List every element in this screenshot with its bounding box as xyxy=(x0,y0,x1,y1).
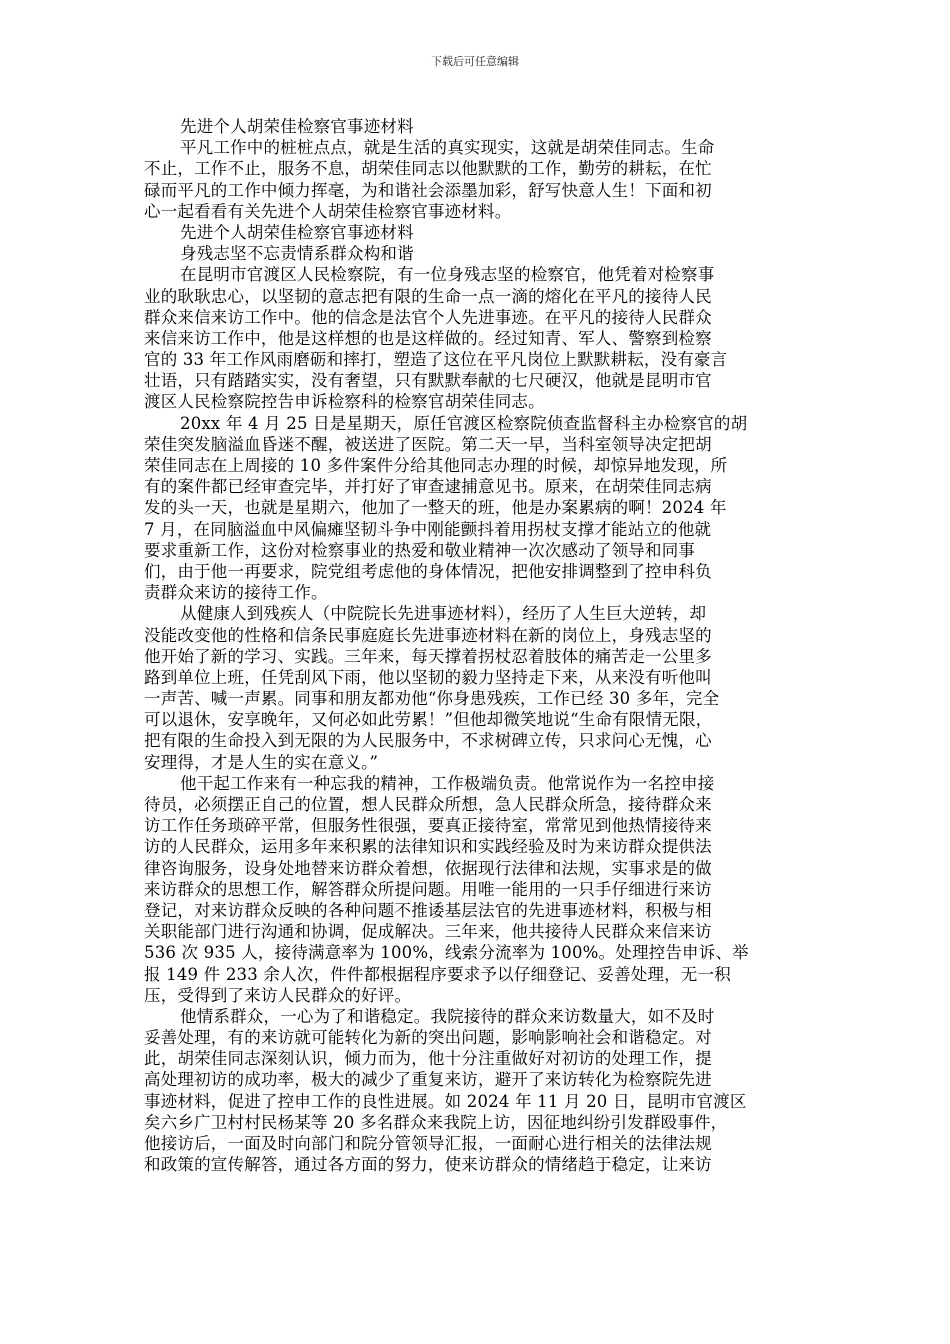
document-line: 荣佳同志在上周接的 10 多件案件分给其他同志办理的时候，却惊异地发现，所 xyxy=(144,456,728,475)
document-line: 心一起看看有关先进个人胡荣佳检察官事迹材料。 xyxy=(144,201,512,221)
document-line: 可以退休，安享晚年，又何必如此劳累！”但他却微笑地说“生命有限情无限， xyxy=(144,710,713,730)
document-line: 碌而平凡的工作中倾力挥毫，为和谐社会添墨加彩，舒写快意人生！下面和初 xyxy=(144,180,712,200)
document-line: 官的 33 年工作风雨磨砺和摔打，塑造了这位在平凡岗位上默默耕耘，没有豪言 xyxy=(144,350,728,370)
document-line: 登记，对来访群众反映的各种问题不推诿基层法官的先进事迹材料，积极与相 xyxy=(144,900,712,920)
document-line: 妥善处理，有的来访就可能转化为新的突出问题，影响影响社会和谐稳定。对 xyxy=(144,1028,712,1048)
document-line: 先进个人胡荣佳检察官事迹材料 xyxy=(180,117,414,136)
document-line: 矣六乡广卫村村民杨某等 20 多名群众来我院上访，因征地纠纷引发群殴事件， xyxy=(144,1112,728,1132)
document-line: 律咨询服务，设身处地替来访群众着想，依据现行法律和法规，实事求是的做 xyxy=(144,858,712,878)
document-line: 平凡工作中的桩桩点点，就是生活的真实现实，这就是胡荣佳同志。生命 xyxy=(180,138,715,158)
document-line: 把有限的生命投入到无限的为人民服务中，不求树碑立传，只求问心无愧，心 xyxy=(144,731,712,751)
document-line: 关职能部门进行沟通和协调，促成解决。三年来，他共接待人民群众来信来访 xyxy=(144,922,712,942)
document-line: 发的头一天，也就是星期六，他加了一整天的班，他是办案累病的啊！2024 年 xyxy=(144,498,727,518)
document-line: 访工作任务琐碎平常，但服务性很强，要真正接待室，常常见到他热情接待来 xyxy=(144,816,712,836)
document-line: 和政策的宣传解答，通过各方面的努力，使来访群众的情绪趋于稳定，让来访 xyxy=(144,1155,712,1175)
page-header: 下载后可任意编辑 xyxy=(431,55,519,68)
document-line: 报 149 件 233 余人次，件件都根据程序要求予以仔细登记、妥善处理，无一积 xyxy=(144,964,731,984)
document-line: 壮语，只有踏踏实实，没有奢望，只有默默奉献的七尺硬汉，他就是昆明市官 xyxy=(144,371,712,391)
document-line: 一声苦、喊一声累。同事和朋友都劝他“你身患残疾，工作已经 30 多年，完全 xyxy=(144,689,720,709)
document-line: 压，受得到了来访人民群众的好评。 xyxy=(144,985,412,1005)
document-line: 从健康人到残疾人（中院院长先进事迹材料），经历了人生巨大逆转，却 xyxy=(180,604,707,624)
document-line: 待员，必须摆正自己的位置，想人民群众所想，急人民群众所急，接待群众来 xyxy=(144,795,712,814)
document-line: 没能改变他的性格和信条民事庭庭长先进事迹材料在新的岗位上，身残志坚的 xyxy=(144,625,712,645)
document-line: 责群众来访的接待工作。 xyxy=(144,583,328,603)
document-line: 他干起工作来有一种忘我的精神，工作极端负责。他常说作为一名控申接 xyxy=(180,773,715,793)
document-line: 路到单位上班，任凭刮风下雨，他以坚韧的毅力坚持走下来，从来没有听他叫 xyxy=(144,667,712,687)
document-line: 荣佳突发脑溢血昏迷不醒，被送进了医院。第二天一早，当科室领导决定把胡 xyxy=(144,434,712,454)
document-line: 7 月，在同脑溢血中风偏瘫坚韧斗争中刚能颤抖着用拐杖支撑才能站立的他就 xyxy=(144,519,712,539)
document-line: 20xx 年 4 月 25 日是星期天，原任官渡区检察院侦查监督科主办检察官的胡 xyxy=(180,413,748,433)
document-line: 要求重新工作，这份对检察事业的热爱和敬业精神一次次感动了领导和同事 xyxy=(144,540,696,560)
document-line: 他接访后，一面及时向部门和院分管领导汇报，一面耐心进行相关的法律法规 xyxy=(144,1134,712,1153)
document-line: 们，由于他一再要求，院党组考虑他的身体情况，把他安排调整到了控申科负 xyxy=(144,561,712,581)
document-line: 有的案件都已经审查完毕，并打好了审查逮捕意见书。原来，在胡荣佳同志病 xyxy=(144,477,712,497)
document-line: 事迹材料，促进了控申工作的良性进展。如 2024 年 11 月 20 日，昆明市官渡区 xyxy=(144,1091,747,1111)
document-line: 来访群众的思想工作，解答群众所提问题。用唯一能用的一只手仔细进行来访 xyxy=(144,879,712,899)
document-line: 不止，工作不止，服务不息，胡荣佳同志以他默默的工作，勤劳的耕耘，在忙 xyxy=(144,159,712,179)
document-line: 此，胡荣佳同志深刻认识，倾力而为，他十分注重做好对初访的处理工作，提 xyxy=(144,1049,712,1069)
document-line: 高处理初访的成功率，极大的减少了重复来访，避开了来访转化为检察院先进 xyxy=(144,1070,712,1090)
document-line: 他开始了新的学习、实践。三年来，每天撑着拐杖忍着肢体的痛苦走一公里多 xyxy=(144,646,712,666)
document-line: 身残志坚不忘责情系群众构和谐 xyxy=(180,244,414,264)
document-line: 来信来访工作中，他是这样想的也是这样做的。经过知青、军人、警察到检察 xyxy=(144,328,712,348)
document-body xyxy=(144,116,804,1175)
document-line: 访的人民群众，运用多年来积累的法律知识和实践经验及时为来访群众提供法 xyxy=(144,837,712,857)
document-line: 在昆明市官渡区人民检察院，有一位身残志坚的检察官，他凭着对检察事 xyxy=(180,265,715,285)
document-line: 536 次 935 人，接待满意率为 100%，线索分流率为 100%。处理控告申诉、举 xyxy=(144,943,749,963)
document-line: 群众来信来访工作中。他的信念是法官个人先进事迹。在平凡的接待人民群众 xyxy=(144,307,712,327)
document-line: 渡区人民检察院控告申诉检察科的检察官胡荣佳同志。 xyxy=(144,392,545,412)
document-line: 他情系群众，一心为了和谐稳定。我院接待的群众来访数量大，如不及时 xyxy=(180,1006,715,1026)
document-line: 业的耿耿忠心，以坚韧的意志把有限的生命一点一滴的熔化在平凡的接待人民 xyxy=(144,286,712,306)
document-line: 安理得，才是人生的实在意义。” xyxy=(144,752,379,772)
document-line: 先进个人胡荣佳检察官事迹材料 xyxy=(180,222,414,242)
